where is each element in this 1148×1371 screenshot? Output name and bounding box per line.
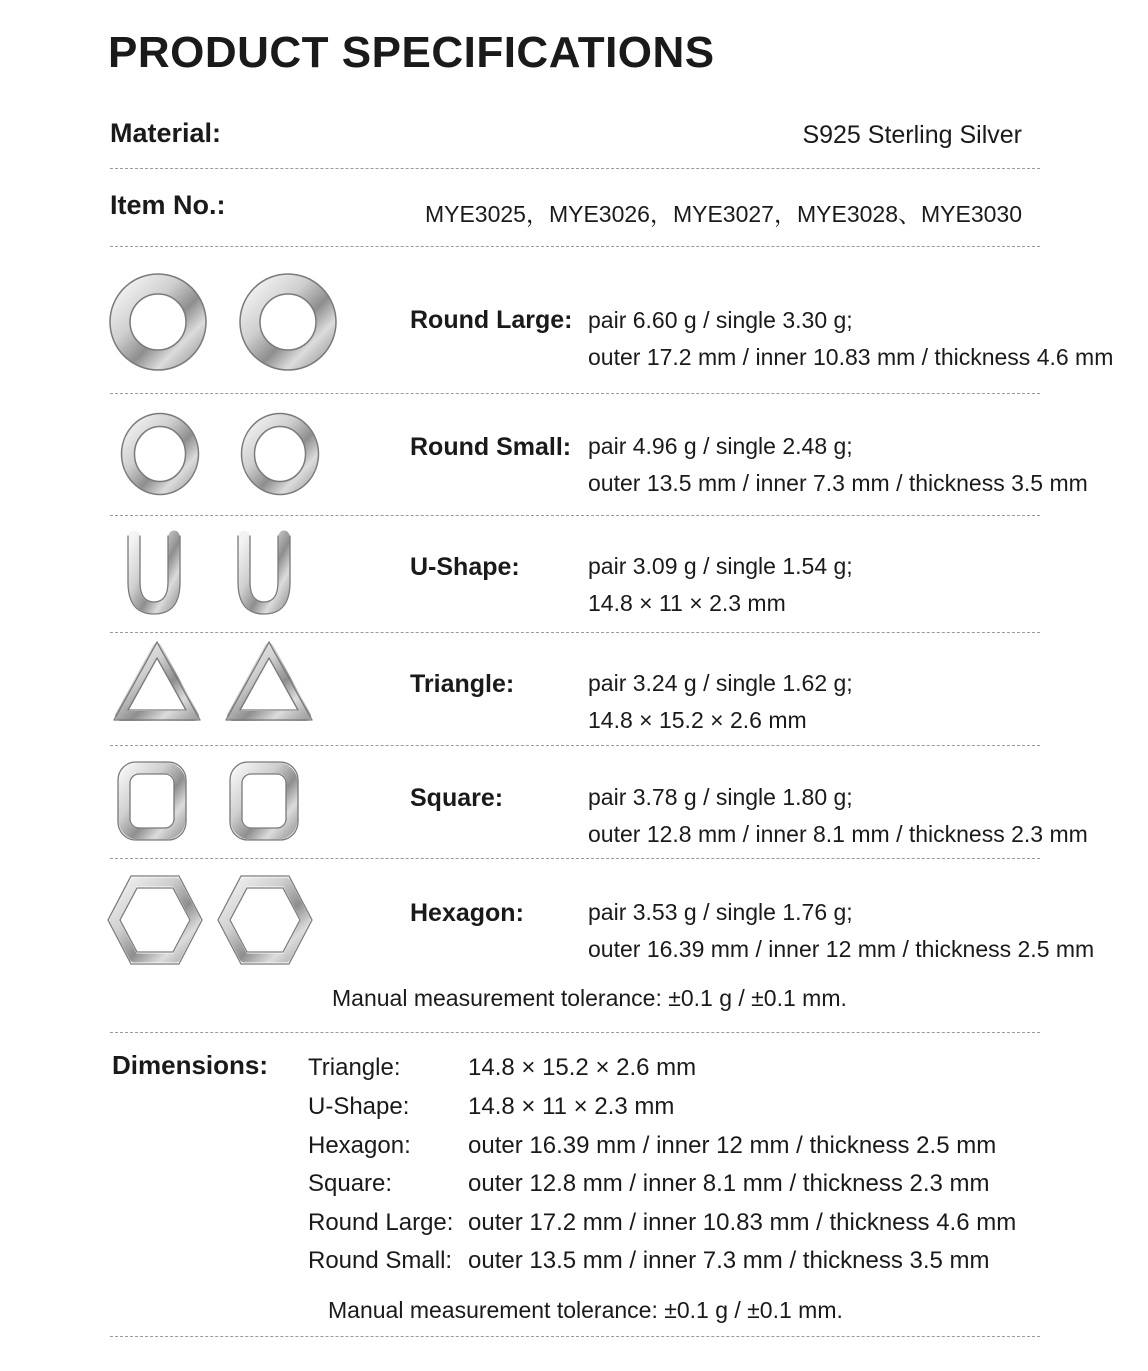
dimension-row (308, 1054, 696, 1082)
round-small-hoop-icon (118, 410, 328, 498)
item-no-value: MYE3025，MYE3026，MYE3027，MYE3028、MYE3030 (424, 201, 1022, 227)
product-size: 14.8 × 15.2 × 2.6 mm (588, 707, 807, 733)
dimension-value: 14.8 × 11 × 2.3 mm (468, 1093, 675, 1120)
dimension-row (308, 1093, 674, 1121)
material-value: S925 Sterling Silver (802, 121, 1022, 149)
separator (110, 515, 1040, 516)
product-size: outer 17.2 mm / inner 10.83 mm / thickness 4.6 mm (588, 344, 1114, 370)
page-title: PRODUCT SPECIFICATIONS (108, 28, 715, 77)
product-name: Round Large: (410, 306, 573, 334)
dimension-row (308, 1132, 996, 1160)
triangle-hoop-icon (112, 640, 312, 730)
item-no-label: Item No.: (110, 190, 226, 220)
product-size: outer 13.5 mm / inner 7.3 mm / thickness 3.5 mm (588, 470, 1088, 496)
separator (110, 1336, 1040, 1337)
hexagon-hoop-icon (110, 874, 316, 966)
dimension-name: Hexagon: (308, 1132, 411, 1159)
product-size: outer 12.8 mm / inner 8.1 mm / thickness 2.3 mm (588, 821, 1088, 847)
dimension-name: Triangle: (308, 1054, 401, 1081)
dimension-value: outer 12.8 mm / inner 8.1 mm / thickness 2.3 mm (468, 1170, 990, 1197)
product-name: U-Shape: (410, 553, 520, 581)
separator (110, 858, 1040, 859)
dimension-name: U-Shape: (308, 1093, 410, 1120)
product-name: Triangle: (410, 670, 515, 698)
product-name: Hexagon: (410, 899, 524, 927)
round-large-hoop-icon (108, 266, 340, 378)
dimension-value: outer 17.2 mm / inner 10.83 mm / thickness 4.6 mm (468, 1209, 1017, 1236)
separator (110, 632, 1040, 633)
dimension-name: Round Small: (308, 1247, 453, 1274)
dimension-value: outer 16.39 mm / inner 12 mm / thickness 2.5 mm (468, 1132, 997, 1159)
product-weight: pair 3.24 g / single 1.62 g; (588, 670, 853, 696)
dimensions-tolerance-note: Manual measurement tolerance: ±0.1 g / ±0.1 mm. (328, 1297, 843, 1323)
u-shape-hoop-icon (120, 528, 300, 618)
product-weight: pair 3.78 g / single 1.80 g; (588, 784, 853, 810)
separator (110, 745, 1040, 746)
separator (110, 168, 1040, 169)
separator (110, 246, 1040, 247)
dimension-row (308, 1170, 990, 1198)
material-label: Material: (110, 118, 222, 148)
product-weight: pair 3.53 g / single 1.76 g; (588, 899, 853, 925)
tolerance-note: Manual measurement tolerance: ±0.1 g / ±0.1 mm. (332, 985, 847, 1011)
product-name: Round Small: (410, 433, 572, 461)
product-weight: pair 6.60 g / single 3.30 g; (588, 307, 853, 333)
separator (110, 1032, 1040, 1033)
separator (110, 393, 1040, 394)
product-name: Square: (410, 784, 504, 812)
dimension-name: Round Large: (308, 1209, 454, 1236)
dimension-row (308, 1247, 990, 1275)
dimension-row (308, 1209, 1016, 1237)
product-size: 14.8 × 11 × 2.3 mm (588, 590, 786, 616)
dimension-value: 14.8 × 15.2 × 2.6 mm (468, 1054, 697, 1081)
square-hoop-icon (114, 760, 314, 844)
product-weight: pair 3.09 g / single 1.54 g; (588, 553, 853, 579)
product-size: outer 16.39 mm / inner 12 mm / thickness 2.5 mm (588, 936, 1095, 962)
dimensions-label: Dimensions: (112, 1050, 269, 1080)
dimension-value: outer 13.5 mm / inner 7.3 mm / thickness 3.5 mm (468, 1247, 990, 1274)
dimension-name: Square: (308, 1170, 393, 1197)
product-weight: pair 4.96 g / single 2.48 g; (588, 433, 853, 459)
